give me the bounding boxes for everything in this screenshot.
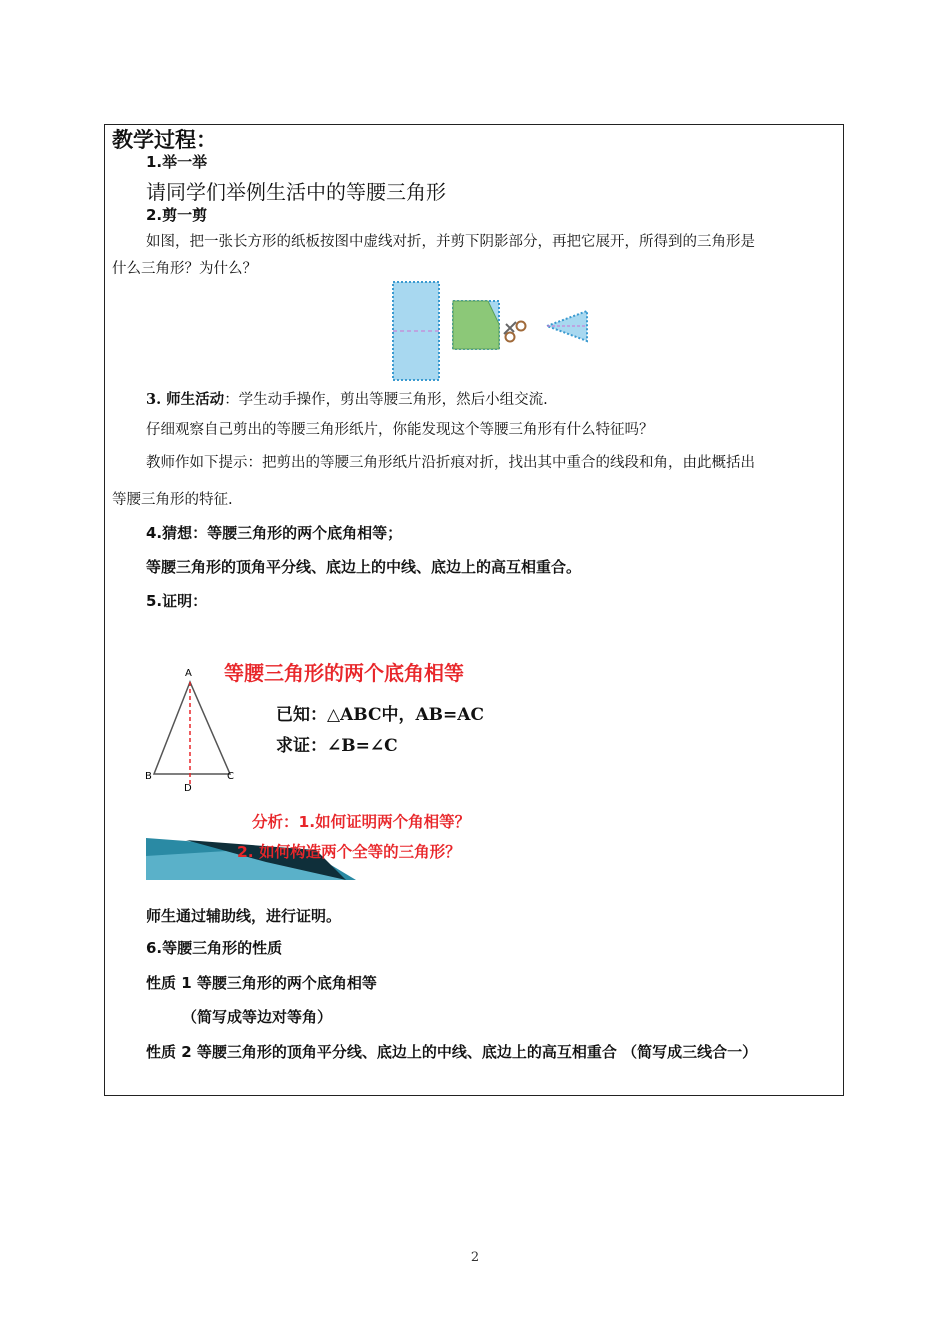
scissors-icon (504, 322, 526, 342)
analysis-2: 2. 如何构造两个全等的三角形？ (237, 843, 461, 861)
s4-text: 等腰三角形的顶角平分线、底边上的中线、底边上的高互相重合。 (146, 558, 582, 576)
s3-p3a: 教师作如下提示：把剪出的等腰三角形纸片沿折痕对折，找出其中重合的线段和角，由此概括出 (146, 455, 755, 471)
proof-given: 已知：△ABC中，AB=AC (276, 705, 485, 725)
property-1: 性质 1 等腰三角形的两个底角相等 (146, 974, 377, 992)
analysis-1: 分析：1.如何证明两个角相等？ (252, 813, 471, 831)
s3-label: 3. 师生活动 (146, 391, 225, 408)
proof-prove: 求证：∠B=∠C (276, 736, 398, 756)
cut-paper-diagram (390, 280, 600, 384)
s3-line (146, 388, 548, 409)
s5-title: 5.证明： (146, 592, 208, 610)
triangle-abc (154, 682, 230, 774)
label-c: C (227, 771, 234, 782)
s2-title: 2.剪一剪 (146, 206, 208, 224)
s6-title: 6.等腰三角形的性质 (146, 939, 283, 957)
label-b: B (145, 771, 152, 782)
s1-text: 请同学们举例生活中的等腰三角形 (146, 180, 446, 204)
property-2: 性质 2 等腰三角形的顶角平分线、底边上的中线、底边上的高互相重合 （简写成三线合一） (146, 1043, 758, 1061)
s2-text2: 什么三角形？为什么？ (112, 261, 257, 277)
s3-p3b: 等腰三角形的特征. (112, 492, 233, 508)
s4-title: 4.猜想：等腰三角形的两个底角相等； (146, 524, 403, 542)
label-d: D (184, 783, 192, 794)
closing-text: 师生通过辅助线，进行证明。 (146, 907, 342, 925)
proof-title: 等腰三角形的两个底角相等 (224, 661, 464, 685)
s2-text1: 如图，把一张长方形的纸板按图中虚线对折，并剪下阴影部分，再把它展开，所得到的三角形是 (146, 234, 755, 250)
s3-text: ：学生动手操作，剪出等腰三角形，然后小组交流. (224, 392, 548, 408)
s1-title: 1.举一举 (146, 153, 208, 171)
page-number: 2 (470, 1250, 480, 1265)
s3-p2: 仔细观察自己剪出的等腰三角形纸片，你能发现这个等腰三角形有什么特征吗？ (146, 422, 654, 438)
property-1-note: （简写成等边对等角） (182, 1008, 333, 1026)
label-a: A (185, 668, 192, 679)
section-heading: 教学过程： (112, 128, 217, 152)
